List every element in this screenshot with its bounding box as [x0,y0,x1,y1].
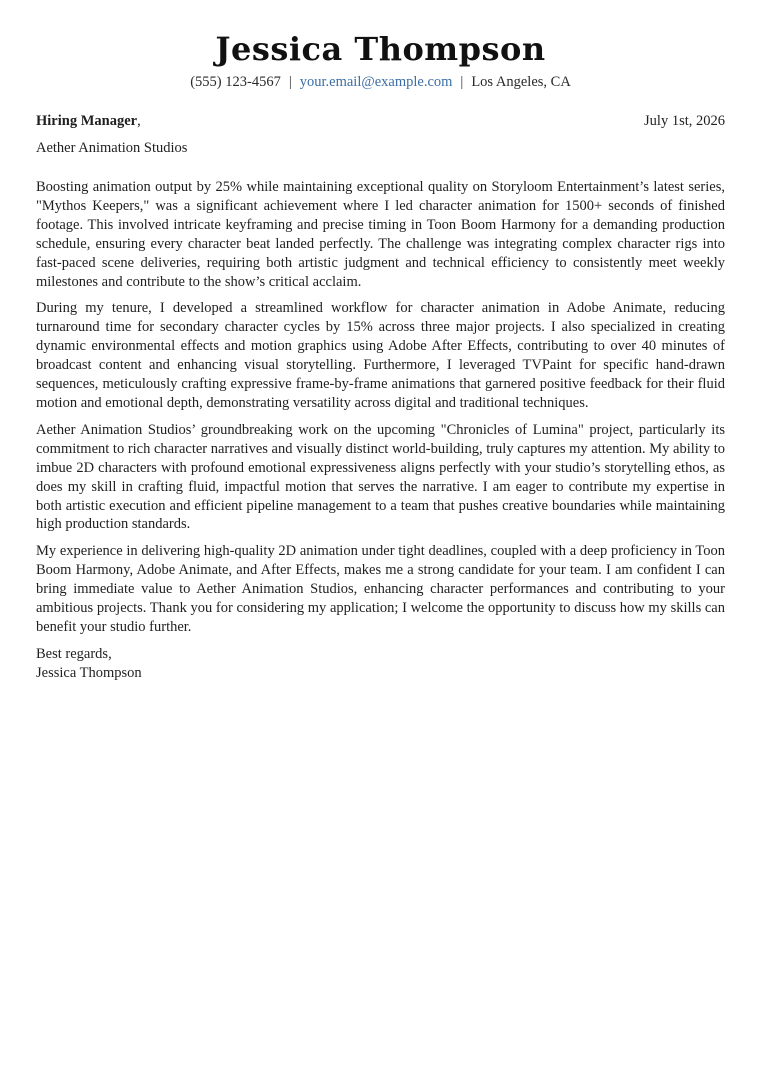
contact-separator: | [460,74,464,90]
recipient-line [36,112,141,131]
phone-number: (555) 123-4567 [190,74,281,90]
letter-date: July 1st, 2026 [644,113,725,129]
location: Los Angeles, CA [471,74,571,90]
body-paragraph: Boosting animation output by 25% while maintaining exceptional quality on Storyloom Entertainment’s latest series, "Mythos Keepers," was a significant achievement where I led character animation for 1500+ seconds of finished footage. This involved intricate keyframing and precise timing in Toon Boom Harmony for a demanding production schedule, ensuring every character beat landed perfectly. The challenge was integrating complex character rigs into fast-paced scene deliveries, requiring both artistic judgment and technical efficiency to consistently meet weekly milestones and contribute to the show’s critical acclaim. [36,179,725,290]
recipient-name: Hiring Manager [36,113,138,129]
closing-block [36,645,725,683]
recipient-date-row [36,112,725,131]
body-paragraph: During my tenure, I developed a streamlined workflow for character animation in Adobe Animate, reducing turnaround time for secondary character cycles by 15% across three major projects. I also specialized in creating dynamic environmental effects and motion graphics using Adobe After Effects, contributing to over 40 minutes of broadcast content and enhancing visual storytelling. Furthermore, I leveraged TVPaint for specific hand-drawn sequences, meticulously crafting expressive frame-by-frame animations that garnered positive feedback for their fluid motion and emotional depth, demonstrating versatility across digital and traditional techniques. [36,300,725,411]
contact-line [36,72,725,92]
applicant-name: Jessica Thompson [215,30,546,68]
signature-name: Jessica Thompson [36,664,142,681]
recipient-company: Aether Animation Studios [36,140,188,156]
body-paragraph: My experience in delivering high-quality 2D animation under tight deadlines, coupled with a deep proficiency in Toon Boom Harmony, Adobe Animate, and After Effects, makes me a strong candidate for your team. I am confident I can bring immediate value to Aether Animation Studios, enhancing character performances and contributing to your ambitious projects. Thank you for considering my application; I welcome the opportunity to discuss how my skills can benefit your studio further. [36,543,725,635]
closing-salutation: Best regards, [36,645,112,662]
email-link[interactable]: your.email@example.com [299,74,453,90]
recipient-name-suffix: , [137,113,141,129]
cover-letter-page [36,0,725,683]
body-paragraph: Aether Animation Studios’ groundbreaking work on the upcoming "Chronicles of Lumina" project, particularly its commitment to rich character narratives and visually distinct world-building, truly captures my attention. My ability to imbue 2D characters with profound emotional expressiveness aligns perfectly with your studio’s storytelling ethos, as does my skill in crafting fluid, impactful motion that serves the narrative. I am eager to contribute my expertise in both artistic execution and efficient pipeline management to a team that pushes creative boundaries while maintaining high production standards. [36,421,725,533]
contact-separator: | [288,74,292,90]
letter-body [36,178,725,637]
